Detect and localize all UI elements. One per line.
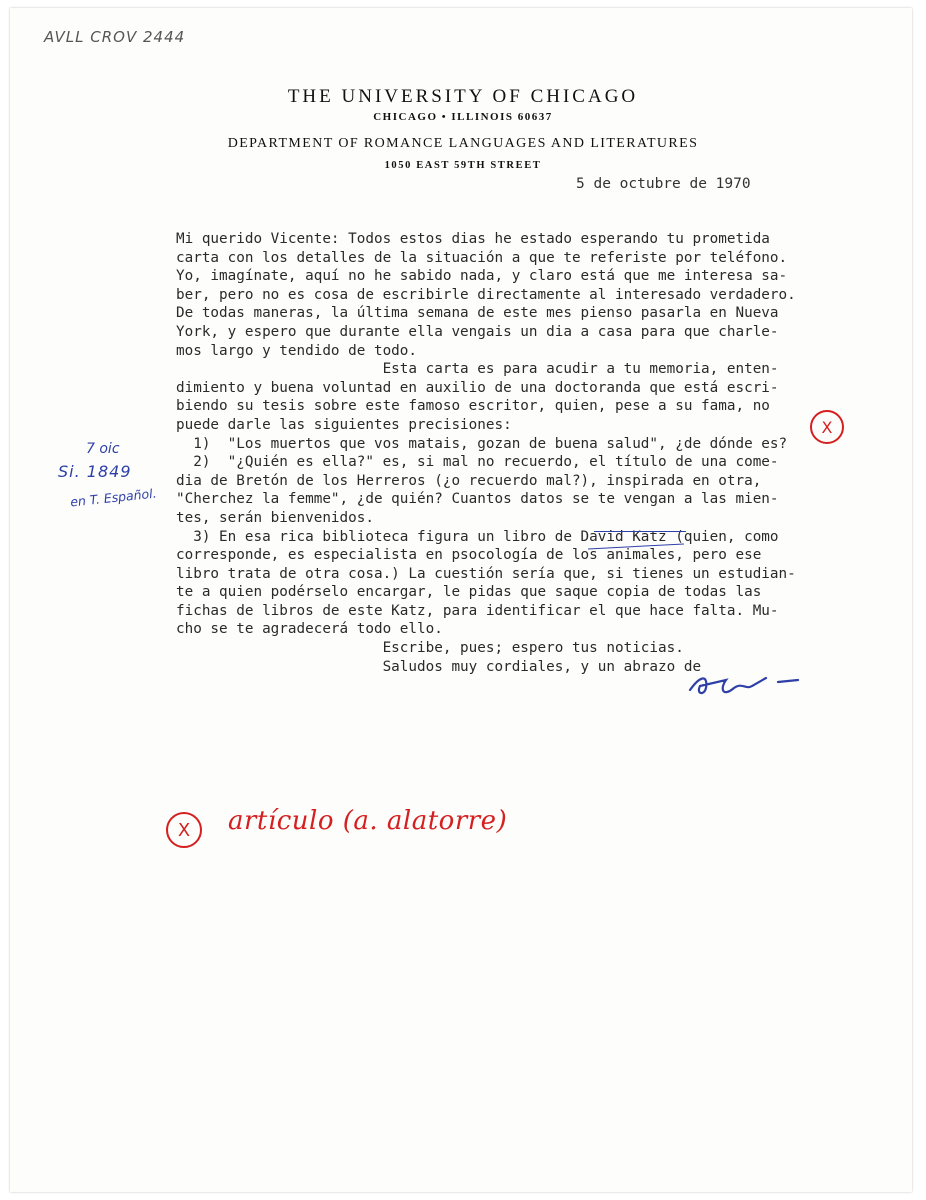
body-line: ber, pero no es cosa de escribirle directamente al interesado verdadero. bbox=[176, 286, 796, 303]
body-line: 3) En esa rica biblioteca figura un libro de David Katz (quien, como bbox=[176, 528, 779, 545]
body-line: 1) "Los muertos que vos matais, gozan de buena salud", ¿de dónde es? bbox=[176, 435, 788, 452]
letterhead-street: 1050 EAST 59TH STREET bbox=[384, 160, 542, 171]
letter-date: 5 de octubre de 1970 bbox=[576, 176, 751, 192]
letterhead-university: THE UNIVERSITY OF CHICAGO bbox=[287, 86, 639, 107]
signature-scribble bbox=[686, 668, 816, 702]
letterhead-city: CHICAGO • ILLINOIS 60637 bbox=[373, 111, 553, 123]
letter-body bbox=[176, 230, 796, 676]
body-line: Escribe, pues; espero tus noticias. bbox=[176, 640, 684, 657]
circled-x-mark: X bbox=[166, 812, 202, 848]
body-line: biendo su tesis sobre este famoso escritor, quien, pese a su fama, no bbox=[176, 398, 770, 415]
red-annotation-text: artículo (a. alatorre) bbox=[228, 806, 508, 836]
body-line: Saludos muy cordiales, y un abrazo de bbox=[176, 658, 702, 675]
body-line: corresponde, es especialista en psocología de los animales, pero ese bbox=[176, 547, 762, 564]
body-line: puede darle las siguientes precisiones: bbox=[176, 416, 512, 433]
body-line: 2) "¿Quién es ella?" es, si mal no recuerdo, el título de una come- bbox=[176, 454, 779, 471]
body-line: Yo, imagínate, aquí no he sabido nada, y claro está que me interesa sa- bbox=[176, 268, 788, 285]
body-line: "Cherchez la femme", ¿de quién? Cuantos datos se te vengan a las mien- bbox=[176, 491, 779, 508]
body-line: tes, serán bienvenidos. bbox=[176, 509, 374, 526]
margin-note-line3: en T. Español. bbox=[69, 485, 158, 510]
body-line: te a quien podérselo encargar, le pidas que saque copia de todas las bbox=[176, 584, 762, 601]
body-line: dia de Bretón de los Herreros (¿o recuerdo mal?), inspirada en otra, bbox=[176, 472, 762, 489]
body-line: fichas de libros de este Katz, para identificar el que hace falta. Mu- bbox=[176, 602, 779, 619]
body-line: libro trata de otra cosa.) La cuestión sería que, si tienes un estudian- bbox=[176, 565, 796, 582]
body-line: mos largo y tendido de todo. bbox=[176, 342, 418, 359]
body-line: York, y espero que durante ella vengais un dia a casa para que charle- bbox=[176, 323, 779, 340]
underline-david-katz bbox=[594, 531, 686, 532]
body-line: cho se te agradecerá todo ello. bbox=[176, 621, 443, 638]
letterhead-department: DEPARTMENT OF ROMANCE LANGUAGES AND LITERATURES bbox=[227, 136, 699, 151]
margin-note-line2: Si. 1849 bbox=[58, 462, 132, 481]
body-line: dimiento y buena voluntad en auxilio de una doctoranda que está escri- bbox=[176, 379, 779, 396]
body-line: carta con los detalles de la situación a que te referiste por teléfono. bbox=[176, 249, 788, 266]
archive-note: AVLL CROV 2444 bbox=[44, 28, 186, 46]
body-line: De todas maneras, la última semana de este mes pienso pasarla en Nueva bbox=[176, 305, 779, 322]
circled-x-mark: X bbox=[810, 410, 844, 444]
margin-note-line1: 7 oic bbox=[86, 441, 120, 457]
body-line: Mi querido Vicente: Todos estos dias he estado esperando tu prometida bbox=[176, 231, 770, 247]
body-line: Esta carta es para acudir a tu memoria, enten- bbox=[176, 361, 779, 378]
